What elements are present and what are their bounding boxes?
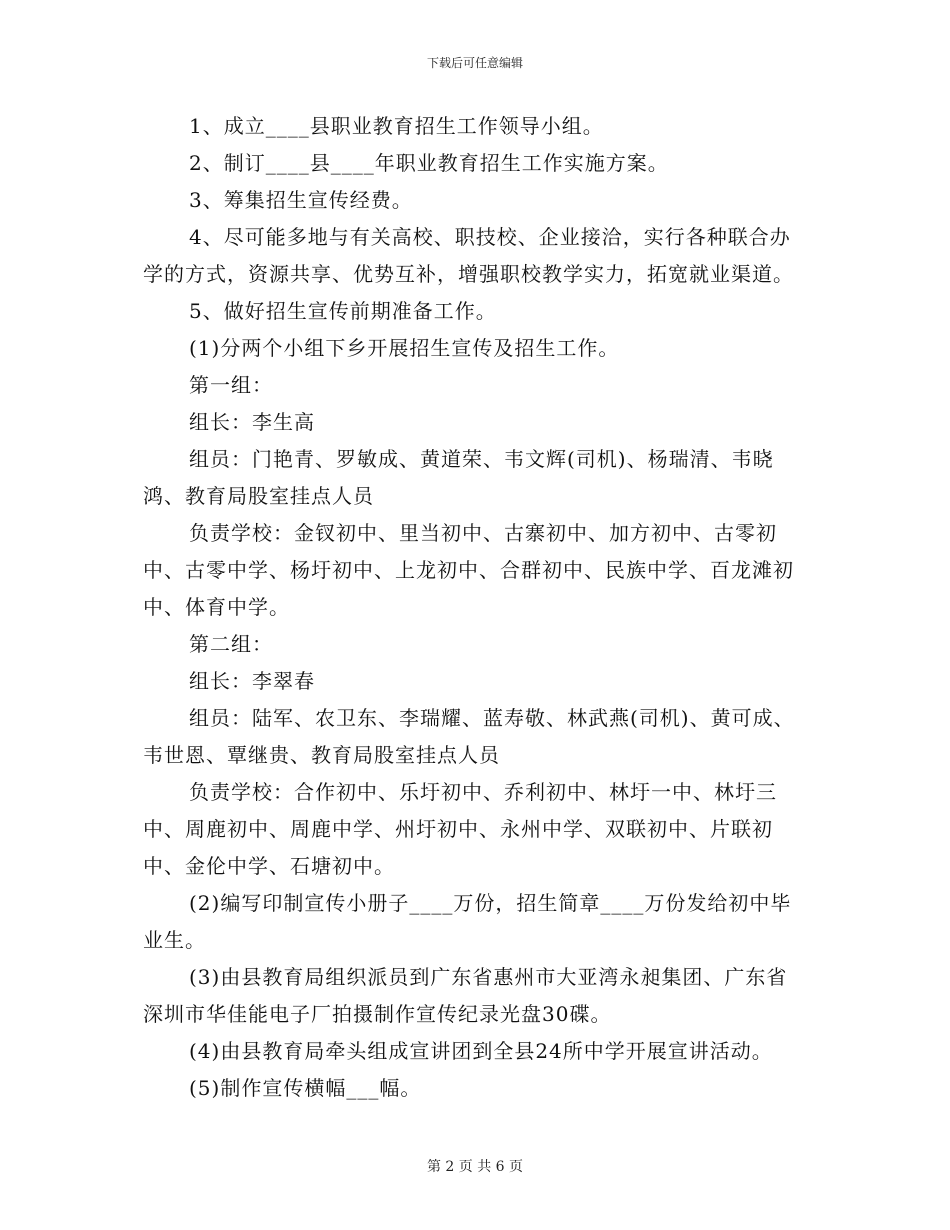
group-one-schools: 负责学校：金钗初中、里当初中、古寨初中、加方初中、古零初中、古零中学、杨圩初中、上龙初中、合群初中、民族中学、百龙滩初中、体育中学。 [143,521,794,619]
paragraph-item-1: 1、成立____县职业教育招生工作领导小组。 [189,114,604,138]
group-two-heading: 第二组： [189,632,273,656]
paragraph-item-5: 5、做好招生宣传前期准备工作。 [189,299,497,323]
page-number-footer: 第 2 页 共 6 页 [426,1159,524,1175]
group-two-members: 组员：陆军、农卫东、李瑞耀、蓝寿敬、林武燕(司机)、黄可成、韦世恩、覃继贵、教育局股室挂点人员 [143,706,795,767]
sub-item-3: (3)由县教育局组织派员到广东省惠州市大亚湾永昶集团、广东省深圳市华佳能电子厂拍摄制作宣传纪录光盘30碟。 [143,965,788,1026]
sub-item-2: (2)编写印制宣传小册子____万份，招生简章____万份发给初中毕业生。 [143,891,792,952]
sub-item-1: (1)分两个小组下乡开展招生宣传及招生工作。 [189,336,620,360]
paragraph-item-4: 4、尽可能多地与有关高校、职技校、企业接洽，实行各种联合办学的方式，资源共享、优势互补，增强职校教学实力，拓宽就业渠道。 [143,225,794,286]
paragraph-item-3: 3、筹集招生宣传经费。 [189,188,413,212]
page-header-note: 下载后可任意编辑 [426,56,523,70]
group-one-members: 组员：门艳青、罗敏成、黄道荣、韦文辉(司机)、杨瑞清、韦晓鸿、教育局股室挂点人员 [143,447,774,508]
group-two-schools: 负责学校：合作初中、乐圩初中、乔利初中、林圩一中、林圩三中、周鹿初中、周鹿中学、州圩初中、永州中学、双联初中、片联初中、金伦中学、石塘初中。 [143,780,777,878]
paragraph-item-2: 2、制订____县____年职业教育招生工作实施方案。 [189,151,669,175]
group-one-leader: 组长：李生高 [189,410,315,434]
document-body [143,108,808,1107]
sub-item-5: (5)制作宣传横幅___幅。 [189,1076,422,1100]
group-two-leader: 组长：李翠春 [189,669,315,693]
sub-item-4: (4)由县教育局牵头组成宣讲团到全县24所中学开展宣讲活动。 [189,1039,773,1063]
group-one-heading: 第一组： [189,373,273,397]
